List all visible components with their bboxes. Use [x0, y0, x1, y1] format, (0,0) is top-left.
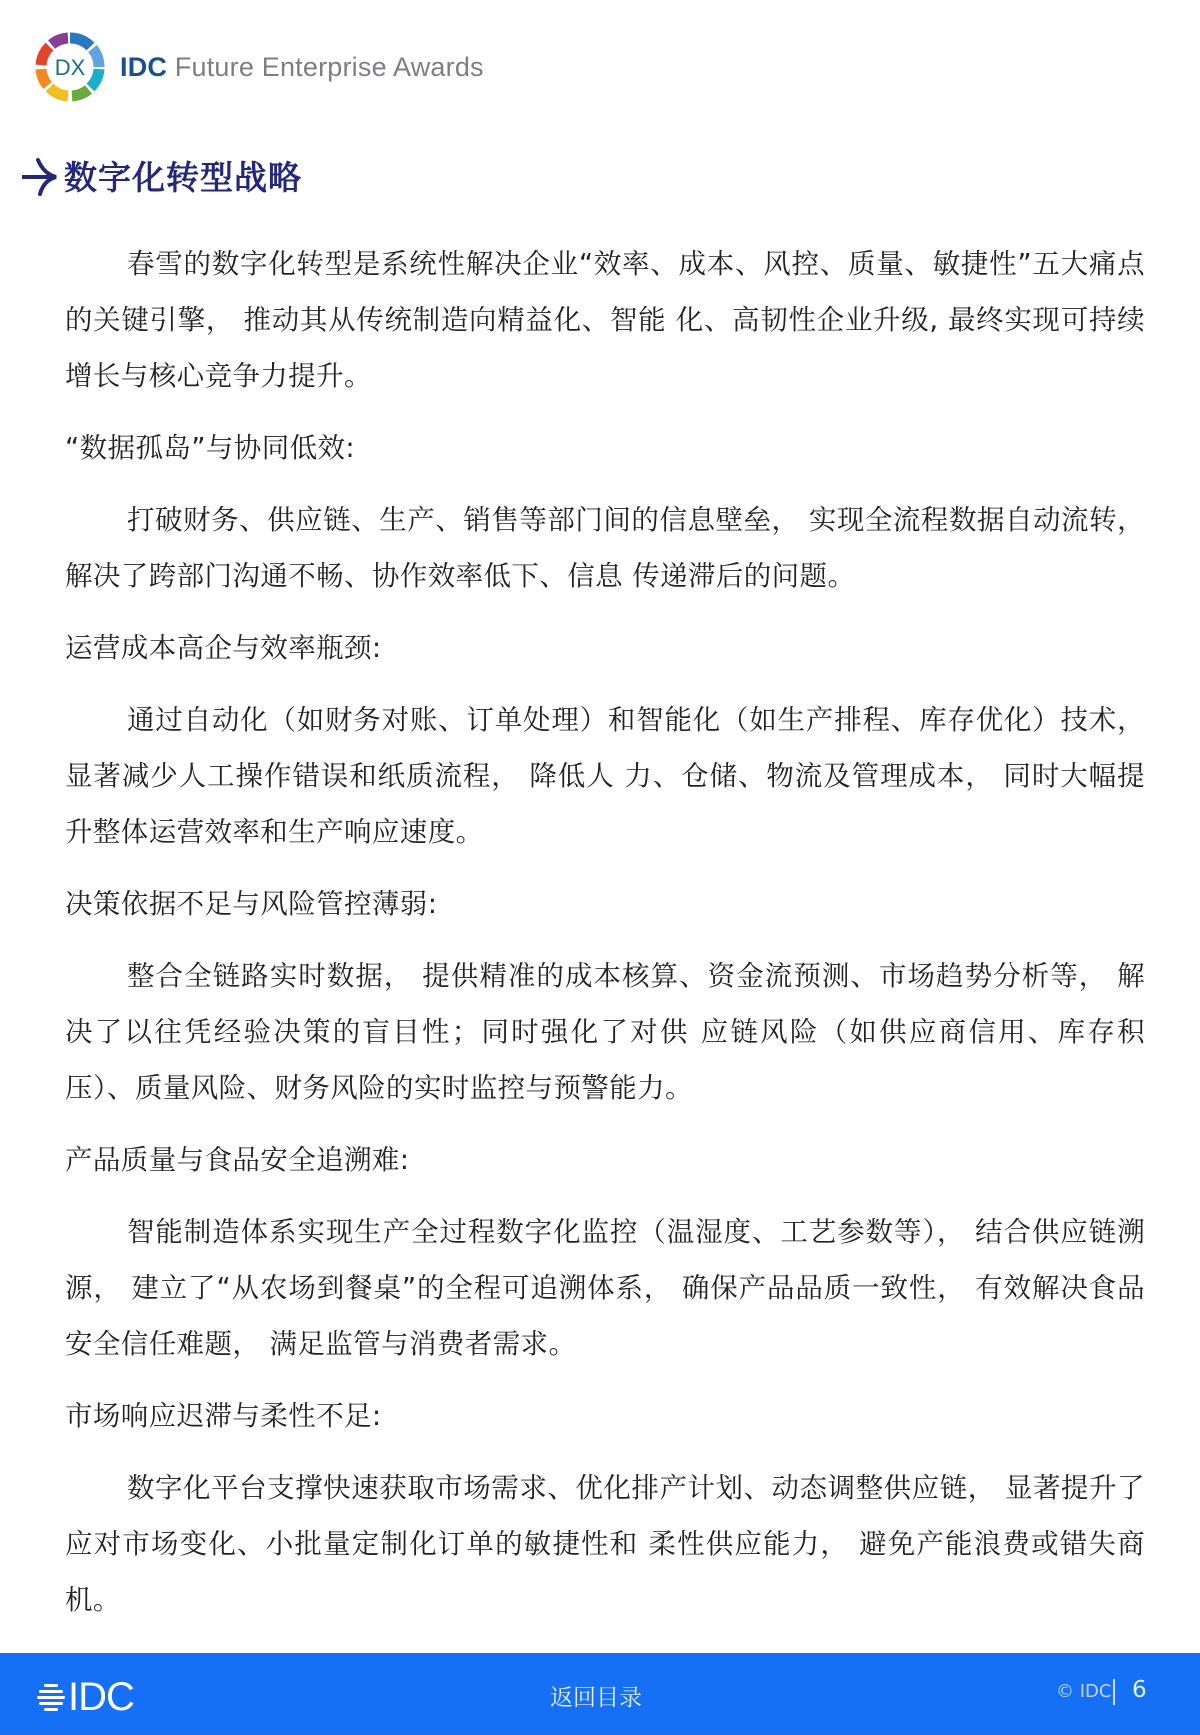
back-to-contents-link[interactable]: 返回目录 — [550, 1685, 642, 1711]
header — [34, 30, 484, 104]
brand-idc: IDC — [120, 51, 168, 82]
footer-bar — [0, 1653, 1200, 1735]
intro-paragraph: 春雪的数字化转型是系统性解决企业“效率、成本、风控、质量、敏捷性”五大痛点的关键引擎， 推动其从传统制造向精益化、智能 化、高韧性企业升级, 最终实现可持续增长与核心竞争力提升。 — [65, 248, 1145, 392]
brand-name — [120, 52, 484, 83]
idc-globe-icon — [36, 1681, 66, 1715]
footer-logo-text: IDC — [68, 1675, 134, 1719]
footer-idc-logo — [36, 1675, 134, 1720]
dx-color-ring-logo-icon — [34, 31, 106, 103]
paragraph-data-silos: 打破财务、供应链、生产、销售等部门间的信息壁垒， 实现全流程数据自动流转， 解决了跨部门沟通不畅、协作效率低下、信息 传递滞后的问题。 — [65, 504, 1145, 592]
svg-text:DX: DX — [54, 55, 86, 80]
subheading-quality-traceability: 产品质量与食品安全追溯难: — [65, 1144, 410, 1176]
arrow-right-icon — [20, 154, 60, 198]
subheading-market-agility: 市场响应迟滞与柔性不足: — [65, 1400, 382, 1432]
subheading-decision-risk: 决策依据不足与风险管控薄弱: — [65, 888, 438, 920]
copyright-text: © IDC — [1056, 1681, 1112, 1702]
paragraph-quality-traceability: 智能制造体系实现生产全过程数字化监控（温湿度、工艺参数等）， 结合供应链溯源， 建立了“从农场到餐桌”的全程可追溯体系， 确保产品品质一致性， 有效解决食品安全信任难题， 满足监管与消费者需求。 — [65, 1216, 1145, 1360]
footer-divider — [1113, 1679, 1115, 1705]
section-heading — [20, 152, 302, 199]
page-number: 6 — [1132, 1677, 1147, 1703]
article-body — [65, 236, 1145, 1628]
paragraph-decision-risk: 整合全链路实时数据， 提供精准的成本核算、资金流预测、市场趋势分析等， 解决了以往凭经验决策的盲目性；同时强化了对供 应链风险（如供应商信用、库存积压）、质量风险、财务风险的实时监控与预警能力。 — [65, 960, 1145, 1104]
page-title: 数字化转型战略 — [64, 158, 302, 197]
subheading-operating-cost: 运营成本高企与效率瓶颈: — [65, 632, 382, 664]
brand-award-name: Future Enterprise Awards — [167, 51, 484, 82]
paragraph-operating-cost: 通过自动化（如财务对账、订单处理）和智能化（如生产排程、库存优化）技术， 显著减少人工操作错误和纸质流程， 降低人 力、仓储、物流及管理成本， 同时大幅提升整体运营效率和生产响应速度。 — [65, 704, 1145, 848]
subheading-data-silos: “数据孤岛”与协同低效: — [65, 432, 356, 464]
paragraph-market-agility: 数字化平台支撑快速获取市场需求、优化排产计划、动态调整供应链， 显著提升了应对市场变化、小批量定制化订单的敏捷性和 柔性供应能力， 避免产能浪费或错失商机。 — [65, 1472, 1145, 1616]
